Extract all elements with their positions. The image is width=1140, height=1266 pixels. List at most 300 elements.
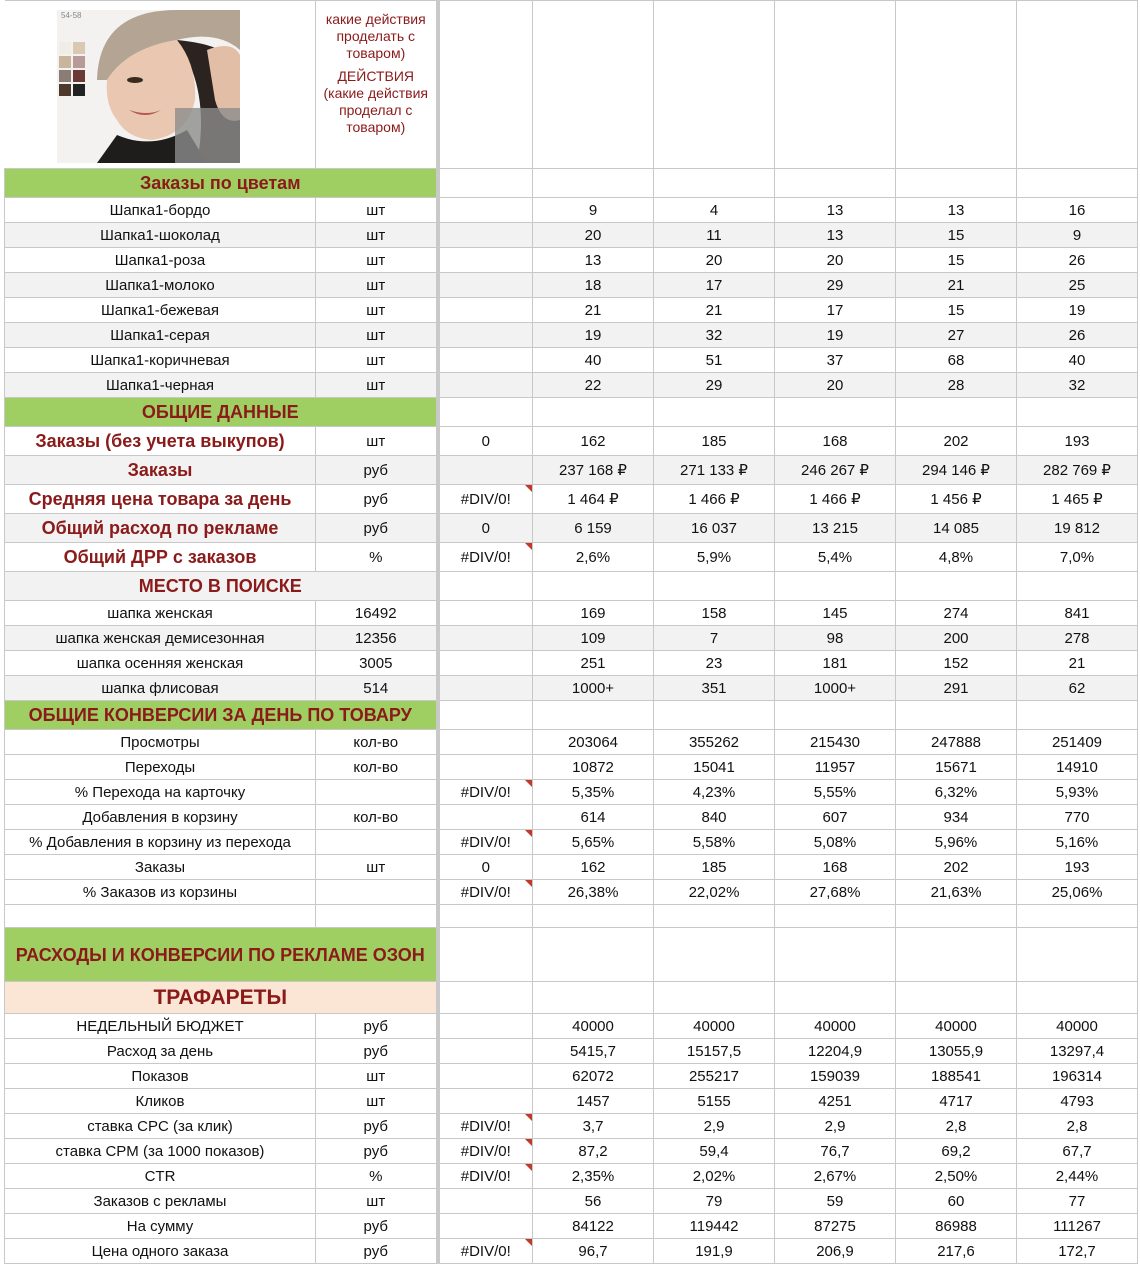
- row-unit: [316, 880, 438, 905]
- value-cell[interactable]: 19: [533, 323, 654, 348]
- row-label: Общий ДРР с заказов: [5, 543, 316, 572]
- value-cell[interactable]: 17: [654, 273, 775, 298]
- data-grid: [4, 0, 1138, 1264]
- table-row: [5, 780, 1138, 805]
- value-cell[interactable]: 2,9: [775, 1114, 896, 1139]
- row-label: Заказы: [5, 456, 316, 485]
- value-cell[interactable]: 59,4: [654, 1139, 775, 1164]
- value-cell[interactable]: 278: [1017, 626, 1138, 651]
- value-cell[interactable]: 60: [896, 1189, 1017, 1214]
- calc-cell[interactable]: 0: [438, 855, 533, 880]
- value-cell[interactable]: 19: [775, 323, 896, 348]
- value-cell[interactable]: 13: [775, 223, 896, 248]
- value-cell[interactable]: 193: [1017, 427, 1138, 456]
- value-cell[interactable]: 2,50%: [896, 1164, 1017, 1189]
- value-cell[interactable]: 20: [654, 248, 775, 273]
- value-cell[interactable]: 23: [654, 651, 775, 676]
- value-cell[interactable]: 255217: [654, 1064, 775, 1089]
- value-cell[interactable]: 152: [896, 651, 1017, 676]
- row-label: Переходы: [5, 755, 316, 780]
- row-label: Кликов: [5, 1089, 316, 1114]
- value-cell[interactable]: 13297,4: [1017, 1039, 1138, 1064]
- value-cell[interactable]: 5415,7: [533, 1039, 654, 1064]
- table-row: [5, 198, 1138, 223]
- value-cell[interactable]: 5155: [654, 1089, 775, 1114]
- row-label: На сумму: [5, 1214, 316, 1239]
- value-cell[interactable]: 86988: [896, 1214, 1017, 1239]
- value-cell[interactable]: 62072: [533, 1064, 654, 1089]
- table-row: [5, 730, 1138, 755]
- value-cell[interactable]: 294 146 ₽: [896, 456, 1017, 485]
- value-cell[interactable]: 20: [533, 223, 654, 248]
- row-unit: руб: [316, 1239, 438, 1264]
- value-cell[interactable]: 11957: [775, 755, 896, 780]
- value-cell[interactable]: 158: [654, 601, 775, 626]
- value-cell[interactable]: 22: [533, 373, 654, 398]
- value-cell[interactable]: 168: [775, 427, 896, 456]
- row-unit: руб: [316, 485, 438, 514]
- value-cell[interactable]: 87,2: [533, 1139, 654, 1164]
- value-cell[interactable]: 40: [1017, 348, 1138, 373]
- value-cell[interactable]: 5,08%: [775, 830, 896, 855]
- section-search-title: МЕСТО В ПОИСКЕ: [5, 572, 438, 601]
- value-cell[interactable]: 2,35%: [533, 1164, 654, 1189]
- value-cell[interactable]: 7,0%: [1017, 543, 1138, 572]
- value-cell[interactable]: 25,06%: [1017, 880, 1138, 905]
- value-cell[interactable]: 9: [533, 198, 654, 223]
- value-cell[interactable]: 206,9: [775, 1239, 896, 1264]
- row-label: ставка CPC (за клик): [5, 1114, 316, 1139]
- value-cell[interactable]: 169: [533, 601, 654, 626]
- value-cell[interactable]: 841: [1017, 601, 1138, 626]
- value-cell[interactable]: 355262: [654, 730, 775, 755]
- calc-cell[interactable]: #DIV/0!: [438, 1114, 533, 1139]
- value-cell[interactable]: 185: [654, 427, 775, 456]
- value-cell[interactable]: 68: [896, 348, 1017, 373]
- value-cell[interactable]: 13: [533, 248, 654, 273]
- value-cell[interactable]: 5,9%: [654, 543, 775, 572]
- value-cell[interactable]: 111267: [1017, 1214, 1138, 1239]
- value-cell[interactable]: 4717: [896, 1089, 1017, 1114]
- value-cell[interactable]: 16 037: [654, 514, 775, 543]
- value-cell[interactable]: 274: [896, 601, 1017, 626]
- section-stencils-title: ТРАФАРЕТЫ: [5, 982, 438, 1014]
- row-label: Показов: [5, 1064, 316, 1089]
- value-cell[interactable]: 191,9: [654, 1239, 775, 1264]
- value-cell[interactable]: 69,2: [896, 1139, 1017, 1164]
- value-cell[interactable]: 12204,9: [775, 1039, 896, 1064]
- row-label: Цена одного заказа: [5, 1239, 316, 1264]
- row-unit: [316, 780, 438, 805]
- calc-cell[interactable]: [438, 456, 533, 485]
- value-cell[interactable]: 145: [775, 601, 896, 626]
- table-row: [5, 456, 1138, 485]
- value-cell[interactable]: 351: [654, 676, 775, 701]
- value-cell[interactable]: 21: [896, 273, 1017, 298]
- row-unit: [316, 830, 438, 855]
- value-cell[interactable]: 26: [1017, 323, 1138, 348]
- value-cell[interactable]: 185: [654, 855, 775, 880]
- row-label: Шапка1-бордо: [5, 198, 316, 223]
- row-label: шапка осенняя женская: [5, 651, 316, 676]
- row-unit: 16492: [316, 601, 438, 626]
- value-cell[interactable]: 15041: [654, 755, 775, 780]
- size-tag: 54-58: [61, 11, 82, 20]
- value-cell[interactable]: 40000: [896, 1014, 1017, 1039]
- section-ads-title: РАСХОДЫ И КОНВЕРСИИ ПО РЕКЛАМЕ ОЗОН: [5, 928, 438, 982]
- value-cell[interactable]: 87275: [775, 1214, 896, 1239]
- row-unit: шт: [316, 427, 438, 456]
- row-unit: кол-во: [316, 755, 438, 780]
- row-label: Шапка1-серая: [5, 323, 316, 348]
- value-cell[interactable]: 1000+: [775, 676, 896, 701]
- value-cell[interactable]: 271 133 ₽: [654, 456, 775, 485]
- value-cell[interactable]: 2,8: [896, 1114, 1017, 1139]
- value-cell[interactable]: 237 168 ₽: [533, 456, 654, 485]
- value-cell[interactable]: 282 769 ₽: [1017, 456, 1138, 485]
- calc-cell[interactable]: [438, 601, 533, 626]
- value-cell[interactable]: 2,67%: [775, 1164, 896, 1189]
- row-label: Просмотры: [5, 730, 316, 755]
- value-cell[interactable]: 79: [654, 1189, 775, 1214]
- value-cell[interactable]: 25: [1017, 273, 1138, 298]
- value-cell[interactable]: 181: [775, 651, 896, 676]
- value-cell[interactable]: 76,7: [775, 1139, 896, 1164]
- row-unit: шт: [316, 298, 438, 323]
- row-label: шапка женская демисезонная: [5, 626, 316, 651]
- value-cell[interactable]: 16: [1017, 198, 1138, 223]
- table-row: [5, 1164, 1138, 1189]
- value-cell[interactable]: 27: [896, 323, 1017, 348]
- calc-cell[interactable]: #DIV/0!: [438, 485, 533, 514]
- value-cell[interactable]: 200: [896, 626, 1017, 651]
- note-done: ДЕЙСТВИЯ (какие действия проделал с товаром): [323, 68, 429, 135]
- table-row: [5, 1089, 1138, 1114]
- value-cell[interactable]: 614: [533, 805, 654, 830]
- value-cell[interactable]: 5,65%: [533, 830, 654, 855]
- table-row: [5, 1189, 1138, 1214]
- value-cell[interactable]: 1 465 ₽: [1017, 485, 1138, 514]
- value-cell[interactable]: 5,35%: [533, 780, 654, 805]
- value-cell[interactable]: 20: [775, 248, 896, 273]
- row-unit: шт: [316, 373, 438, 398]
- table-row: [5, 1114, 1138, 1139]
- value-cell[interactable]: 51: [654, 348, 775, 373]
- value-cell[interactable]: 77: [1017, 1189, 1138, 1214]
- row-unit: 3005: [316, 651, 438, 676]
- value-cell[interactable]: 32: [654, 323, 775, 348]
- value-cell[interactable]: 15: [896, 248, 1017, 273]
- value-cell[interactable]: 13: [775, 198, 896, 223]
- value-cell[interactable]: 21,63%: [896, 880, 1017, 905]
- product-photo: [57, 10, 240, 163]
- row-label: Шапка1-бежевая: [5, 298, 316, 323]
- value-cell[interactable]: 217,6: [896, 1239, 1017, 1264]
- value-cell[interactable]: 56: [533, 1189, 654, 1214]
- value-cell[interactable]: 3,7: [533, 1114, 654, 1139]
- value-cell[interactable]: 10872: [533, 755, 654, 780]
- table-row: [5, 1214, 1138, 1239]
- table-row: [5, 1014, 1138, 1039]
- value-cell[interactable]: 40: [533, 348, 654, 373]
- value-cell[interactable]: 119442: [654, 1214, 775, 1239]
- value-cell[interactable]: 247888: [896, 730, 1017, 755]
- row-label: Общий расход по рекламе: [5, 514, 316, 543]
- calc-cell[interactable]: [438, 805, 533, 830]
- table-row: [5, 323, 1138, 348]
- value-cell[interactable]: 1 466 ₽: [775, 485, 896, 514]
- value-cell[interactable]: 32: [1017, 373, 1138, 398]
- value-cell[interactable]: 2,44%: [1017, 1164, 1138, 1189]
- calc-cell[interactable]: 0: [438, 514, 533, 543]
- value-cell[interactable]: 19: [1017, 298, 1138, 323]
- row-unit: шт: [316, 855, 438, 880]
- value-cell[interactable]: 84122: [533, 1214, 654, 1239]
- row-unit: 12356: [316, 626, 438, 651]
- calc-cell[interactable]: [438, 755, 533, 780]
- value-cell[interactable]: 193: [1017, 855, 1138, 880]
- value-cell[interactable]: 7: [654, 626, 775, 651]
- value-cell[interactable]: 4: [654, 198, 775, 223]
- value-cell[interactable]: 162: [533, 427, 654, 456]
- value-cell[interactable]: 29: [775, 273, 896, 298]
- calc-cell[interactable]: [438, 1014, 533, 1039]
- value-cell[interactable]: 14910: [1017, 755, 1138, 780]
- calc-cell[interactable]: [438, 373, 533, 398]
- value-cell[interactable]: 5,93%: [1017, 780, 1138, 805]
- value-cell[interactable]: 26: [1017, 248, 1138, 273]
- value-cell[interactable]: 6,32%: [896, 780, 1017, 805]
- row-label: Заказы: [5, 855, 316, 880]
- calc-cell[interactable]: [438, 248, 533, 273]
- value-cell[interactable]: 20: [775, 373, 896, 398]
- table-row: [5, 1039, 1138, 1064]
- value-cell[interactable]: 15: [896, 223, 1017, 248]
- value-cell[interactable]: 5,55%: [775, 780, 896, 805]
- value-cell[interactable]: 215430: [775, 730, 896, 755]
- value-cell[interactable]: 2,02%: [654, 1164, 775, 1189]
- value-cell[interactable]: 109: [533, 626, 654, 651]
- calc-cell[interactable]: [438, 198, 533, 223]
- value-cell[interactable]: 246 267 ₽: [775, 456, 896, 485]
- row-unit: руб: [316, 514, 438, 543]
- value-cell[interactable]: 202: [896, 427, 1017, 456]
- calc-cell[interactable]: [438, 676, 533, 701]
- row-unit: шт: [316, 1189, 438, 1214]
- value-cell[interactable]: 96,7: [533, 1239, 654, 1264]
- table-row: [5, 298, 1138, 323]
- value-cell[interactable]: 98: [775, 626, 896, 651]
- row-unit: %: [316, 543, 438, 572]
- value-cell[interactable]: 2,9: [654, 1114, 775, 1139]
- row-unit: шт: [316, 273, 438, 298]
- value-cell[interactable]: 162: [533, 855, 654, 880]
- value-cell[interactable]: 251409: [1017, 730, 1138, 755]
- value-cell[interactable]: 4251: [775, 1089, 896, 1114]
- value-cell[interactable]: 40000: [654, 1014, 775, 1039]
- value-cell[interactable]: 203064: [533, 730, 654, 755]
- row-unit: руб: [316, 456, 438, 485]
- row-label: Шапка1-молоко: [5, 273, 316, 298]
- value-cell[interactable]: 67,7: [1017, 1139, 1138, 1164]
- value-cell[interactable]: 19 812: [1017, 514, 1138, 543]
- value-cell[interactable]: 14 085: [896, 514, 1017, 543]
- value-cell[interactable]: 9: [1017, 223, 1138, 248]
- table-row: [5, 514, 1138, 543]
- calc-cell[interactable]: [438, 273, 533, 298]
- calc-cell[interactable]: [438, 348, 533, 373]
- value-cell[interactable]: 188541: [896, 1064, 1017, 1089]
- section-conversions-title: ОБЩИЕ КОНВЕРСИИ ЗА ДЕНЬ ПО ТОВАРУ: [5, 701, 438, 730]
- row-label: Добавления в корзину: [5, 805, 316, 830]
- value-cell[interactable]: 2,8: [1017, 1114, 1138, 1139]
- value-cell[interactable]: 21: [654, 298, 775, 323]
- calc-cell[interactable]: [438, 323, 533, 348]
- value-cell[interactable]: 6 159: [533, 514, 654, 543]
- calc-cell[interactable]: [438, 1089, 533, 1114]
- value-cell[interactable]: 2,6%: [533, 543, 654, 572]
- calc-cell[interactable]: #DIV/0!: [438, 1164, 533, 1189]
- table-row: [5, 373, 1138, 398]
- calc-cell[interactable]: [438, 651, 533, 676]
- value-cell[interactable]: 21: [533, 298, 654, 323]
- table-row: [5, 1239, 1138, 1264]
- calc-cell[interactable]: [438, 730, 533, 755]
- calc-cell[interactable]: #DIV/0!: [438, 780, 533, 805]
- value-cell[interactable]: 28: [896, 373, 1017, 398]
- row-unit: руб: [316, 1214, 438, 1239]
- calc-cell[interactable]: #DIV/0!: [438, 880, 533, 905]
- table-row: [5, 348, 1138, 373]
- value-cell[interactable]: 1000+: [533, 676, 654, 701]
- value-cell[interactable]: 37: [775, 348, 896, 373]
- table-row: [5, 626, 1138, 651]
- calc-cell[interactable]: 0: [438, 427, 533, 456]
- value-cell[interactable]: 5,16%: [1017, 830, 1138, 855]
- calc-cell[interactable]: [438, 1039, 533, 1064]
- row-unit: %: [316, 1164, 438, 1189]
- table-row: [5, 855, 1138, 880]
- value-cell[interactable]: 22,02%: [654, 880, 775, 905]
- value-cell[interactable]: 1 464 ₽: [533, 485, 654, 514]
- value-cell[interactable]: 4,23%: [654, 780, 775, 805]
- value-cell[interactable]: 840: [654, 805, 775, 830]
- value-cell[interactable]: 251: [533, 651, 654, 676]
- row-label: Шапка1-коричневая: [5, 348, 316, 373]
- row-label: Шапка1-черная: [5, 373, 316, 398]
- table-row: [5, 651, 1138, 676]
- table-row: [5, 248, 1138, 273]
- value-cell[interactable]: 17: [775, 298, 896, 323]
- row-unit: руб: [316, 1014, 438, 1039]
- row-unit: шт: [316, 1064, 438, 1089]
- row-unit: шт: [316, 323, 438, 348]
- note-plan: какие действия проделать с товаром): [325, 11, 426, 61]
- row-unit: кол-во: [316, 805, 438, 830]
- value-cell[interactable]: 11: [654, 223, 775, 248]
- value-cell[interactable]: 40000: [775, 1014, 896, 1039]
- calc-cell[interactable]: #DIV/0!: [438, 543, 533, 572]
- value-cell[interactable]: 168: [775, 855, 896, 880]
- row-label: Шапка1-роза: [5, 248, 316, 273]
- value-cell[interactable]: 202: [896, 855, 1017, 880]
- value-cell[interactable]: 15671: [896, 755, 1017, 780]
- value-cell[interactable]: 196314: [1017, 1064, 1138, 1089]
- row-unit: шт: [316, 223, 438, 248]
- table-row: [5, 805, 1138, 830]
- value-cell[interactable]: 18: [533, 273, 654, 298]
- calc-cell[interactable]: [438, 1189, 533, 1214]
- value-cell[interactable]: 1 456 ₽: [896, 485, 1017, 514]
- table-row: [5, 485, 1138, 514]
- value-cell[interactable]: 40000: [533, 1014, 654, 1039]
- value-cell[interactable]: 291: [896, 676, 1017, 701]
- calc-cell[interactable]: #DIV/0!: [438, 1139, 533, 1164]
- table-row: [5, 755, 1138, 780]
- value-cell[interactable]: 934: [896, 805, 1017, 830]
- value-cell[interactable]: 13 215: [775, 514, 896, 543]
- row-label: шапка флисовая: [5, 676, 316, 701]
- value-cell[interactable]: 15157,5: [654, 1039, 775, 1064]
- table-row: [5, 880, 1138, 905]
- value-cell[interactable]: 15: [896, 298, 1017, 323]
- table-row: [5, 830, 1138, 855]
- value-cell[interactable]: 607: [775, 805, 896, 830]
- value-cell[interactable]: 172,7: [1017, 1239, 1138, 1264]
- value-cell[interactable]: 62: [1017, 676, 1138, 701]
- value-cell[interactable]: 5,4%: [775, 543, 896, 572]
- value-cell[interactable]: 5,96%: [896, 830, 1017, 855]
- row-label: Заказы (без учета выкупов): [5, 427, 316, 456]
- value-cell[interactable]: 4793: [1017, 1089, 1138, 1114]
- row-label: Средняя цена товара за день: [5, 485, 316, 514]
- actions-note-cell: [316, 1, 438, 169]
- value-cell[interactable]: 4,8%: [896, 543, 1017, 572]
- value-cell[interactable]: 59: [775, 1189, 896, 1214]
- row-unit: руб: [316, 1039, 438, 1064]
- row-unit: 514: [316, 676, 438, 701]
- value-cell[interactable]: 21: [1017, 651, 1138, 676]
- value-cell[interactable]: 27,68%: [775, 880, 896, 905]
- row-label: % Заказов из корзины: [5, 880, 316, 905]
- value-cell[interactable]: 13055,9: [896, 1039, 1017, 1064]
- row-label: Заказов с рекламы: [5, 1189, 316, 1214]
- calc-cell[interactable]: [438, 298, 533, 323]
- table-row: [5, 676, 1138, 701]
- table-row: [5, 427, 1138, 456]
- value-cell[interactable]: 1457: [533, 1089, 654, 1114]
- calc-cell[interactable]: #DIV/0!: [438, 830, 533, 855]
- value-cell[interactable]: 159039: [775, 1064, 896, 1089]
- calc-cell[interactable]: #DIV/0!: [438, 1239, 533, 1264]
- value-cell[interactable]: 5,58%: [654, 830, 775, 855]
- calc-cell[interactable]: [438, 1214, 533, 1239]
- row-unit: шт: [316, 198, 438, 223]
- value-cell[interactable]: 26,38%: [533, 880, 654, 905]
- value-cell[interactable]: 40000: [1017, 1014, 1138, 1039]
- calc-cell[interactable]: [438, 626, 533, 651]
- row-label: ставка CPM (за 1000 показов): [5, 1139, 316, 1164]
- section-colors-title: Заказы по цветам: [5, 169, 438, 198]
- row-unit: руб: [316, 1139, 438, 1164]
- value-cell[interactable]: 13: [896, 198, 1017, 223]
- table-row: [5, 543, 1138, 572]
- calc-cell[interactable]: [438, 1064, 533, 1089]
- value-cell[interactable]: 1 466 ₽: [654, 485, 775, 514]
- value-cell[interactable]: 29: [654, 373, 775, 398]
- value-cell[interactable]: 770: [1017, 805, 1138, 830]
- calc-cell[interactable]: [438, 223, 533, 248]
